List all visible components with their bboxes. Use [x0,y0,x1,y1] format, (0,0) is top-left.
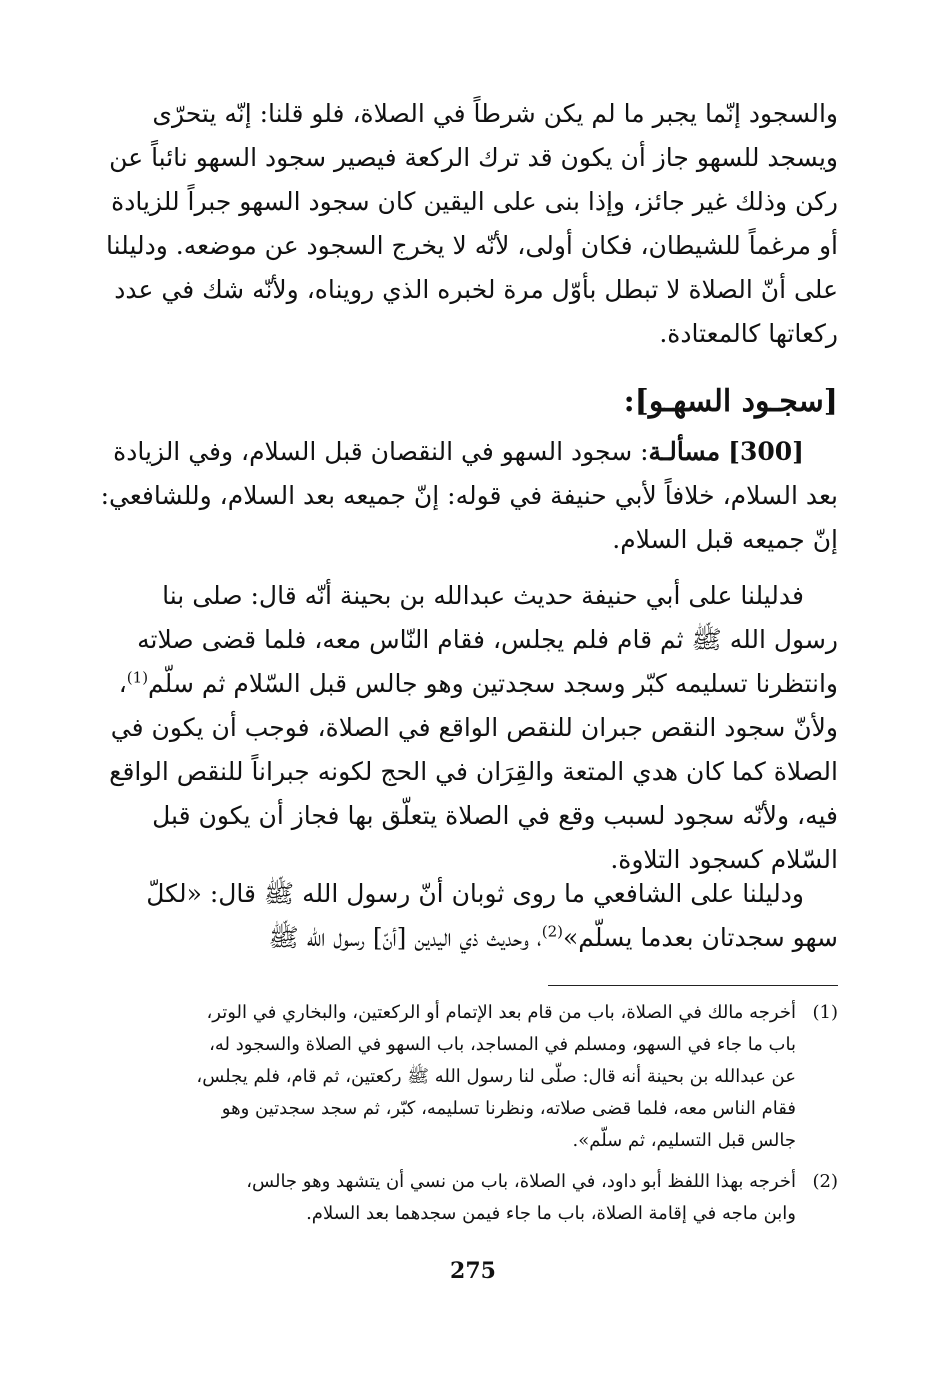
text-line: إنّ جميعه قبل السلام. [612,525,838,554]
text-line: رسول الله ﷺ ثم قام فلم يجلس، فقام النّاس معه، فلما قضى صلاته [137,625,838,654]
footnote-line: باب ما جاء في السهو، ومسلم في المساجد، باب السهو في الصلاة والسجود له، [209,1034,796,1055]
footnote-ref[interactable]: (2) [541,922,563,941]
text-line: بعد السلام، خلافاً لأبي حنيفة في قوله: إنّ جميعه بعد السلام، وللشافعي: [100,481,838,510]
footnote-line: وابن ماجه في إقامة الصلاة، باب ما جاء فيمن سجدهما بعد السلام. [306,1203,796,1224]
footnote-2 [98,1166,838,1230]
footnote-line: فقام الناس معه، فلما قضى صلاته، ونظرنا تسليمه، كبّر، ثم سجد سجدتين وهو [221,1098,796,1119]
text-line: أو مرغماً للشيطان، فكان أولى، لأنّه لا يخرج السجود عن موضعه. ودليلنا [106,231,838,260]
text-line-with-ref [98,916,838,960]
text-line: السّلام كسجود التلاوة. [610,845,838,874]
evidence-paragraph [98,574,838,882]
text-line: : سجود السهو في النقصان قبل السلام، وفي الزيادة [113,437,649,466]
section-heading: [سجـود السهـو]: [623,384,838,419]
text-segment: ، [118,669,127,698]
footnote-text [98,1166,796,1230]
text-line: فيه، ولأنّه سجود لسبب وقع في الصلاة يتعلّق بها فجاز أن يكون قبل [152,801,838,830]
text-line: فدليلنا على أبي حنيفة حديث عبدالله بن بحينة أنّه قال: صلى بنا [162,581,804,610]
masala-word: مسألـة [648,437,721,466]
text-line: والسجود إنّما يجبر ما لم يكن شرطاً في الصلاة، فلو قلنا: إنّه يتحرّى [152,99,838,128]
page-number: 275 [450,1258,496,1284]
masala-paragraph [98,430,838,562]
footnote-number: (1) [812,1002,838,1023]
masala-first-line [98,430,838,474]
text-line: ويسجد للسهو جاز أن يكون قد ترك الركعة فيصير سجود السهو نائباً عن [109,143,838,172]
footnote-number: (2) [812,1171,838,1192]
footnote-divider [548,985,838,986]
footnote-line: جالس قبل التسليم، ثم سلّم». [572,1130,796,1151]
text-line: ركعاتها كالمعتادة. [659,319,838,348]
footnote-line: أخرجه مالك في الصلاة، باب من قام بعد الإتمام أو الركعتين، والبخاري في الوتر، [206,1002,796,1023]
text-segment: سهو سجدتان بعدما يسلّم» [563,923,838,952]
text-segment: ، وحديث ذي اليدين [أنّ] رسول الله ﷺ [268,923,542,952]
footnote-ref[interactable]: (1) [126,668,149,687]
footnote-line: أخرجه بهذا اللفظ أبو داود، في الصلاة، باب من نسي أن يتشهد وهو جالس، [246,1171,796,1192]
shafii-paragraph [98,872,838,960]
text-line: على أنّ الصلاة لا تبطل بأوّل مرة لخبره الذي رويناه، ولأنّه شك في عدد [114,275,838,304]
text-line: ودليلنا على الشافعي ما روى ثوبان أنّ رسول الله ﷺ قال: «لكلّ [146,879,804,908]
footnote-1 [98,997,838,1157]
text-line: ولأنّ سجود النقص جبران للنقص الواقع في الصلاة، فوجب أن يكون في [110,713,838,742]
footnote-line: عن عبدالله بن بحينة أنه قال: صلّى لنا رسول الله ﷺ ركعتين، ثم قام، فلم يجلس، [196,1066,796,1087]
masala-number: [300] [728,437,804,466]
text-segment: وانتظرنا تسليمه كبّر وسجد سجدتين وهو جالس قبل السّلام ثم سلّم [148,669,838,698]
text-line: ركن وذلك غير جائز، وإذا بنى على اليقين كان سجود السهو جبراً للزيادة [111,187,838,216]
text-line: الصلاة كما كان هدي المتعة والقِرَان في الحج لكونه جبراناً للنقص الواقع [109,757,838,786]
footnote-text [98,997,796,1157]
top-paragraph [98,92,838,356]
text-line-with-ref [98,662,838,706]
